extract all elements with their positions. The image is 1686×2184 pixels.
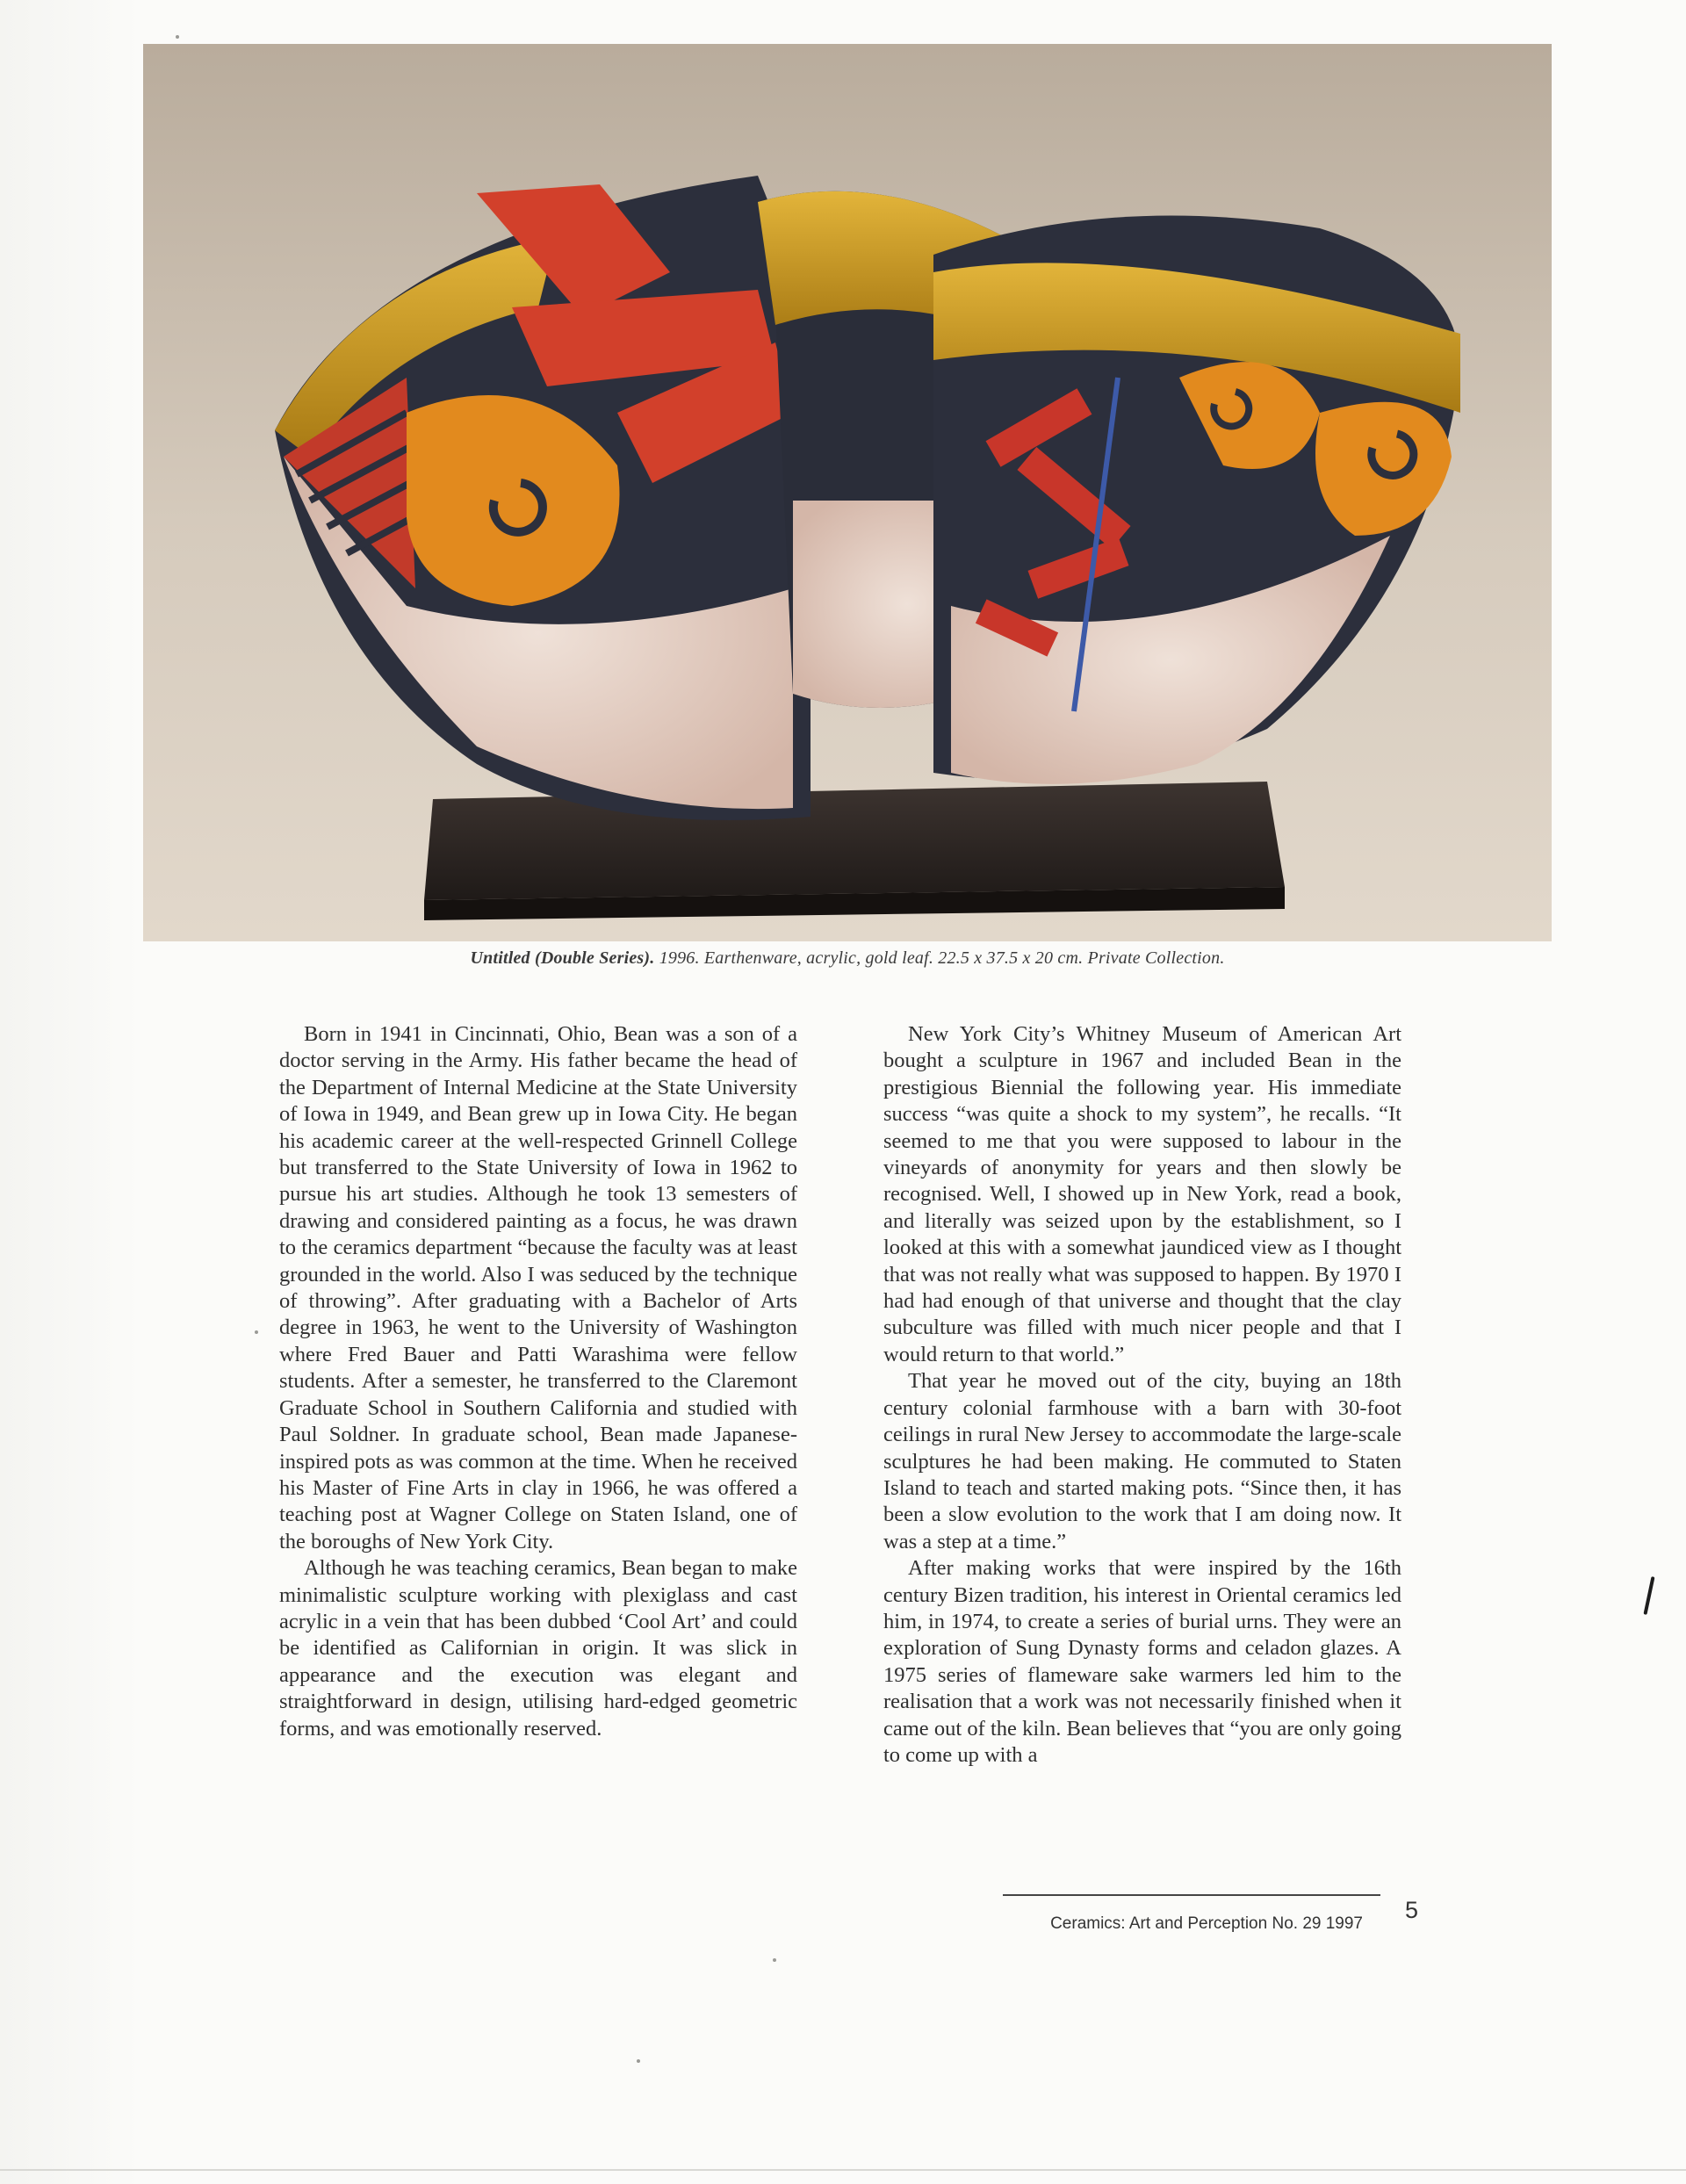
margin-pen-mark xyxy=(1643,1576,1654,1615)
photo-caption xyxy=(143,948,1552,969)
article-right-column xyxy=(883,1021,1401,1769)
paragraph: After making works that were inspired by the 16th century Bizen tradition, his interest in Oriental ceramics led him, in 1974, to create a series of burial urns. They were an exploration of Sung Dynasty forms and celadon glazes. A 1975 series of flameware sake warmers led him to the realisation that a work was not necessarily finished when it came out of the kiln. Bean believes that “you are only going to come up with a xyxy=(883,1556,1401,1767)
caption-details: 1996. Earthenware, acrylic, gold leaf. 22.5 x 37.5 x 20 cm. Private Collection. xyxy=(659,948,1225,968)
speck xyxy=(773,1958,776,1962)
paragraph: Although he was teaching ceramics, Bean began to make minimalistic sculpture working with plexiglass and cast acrylic in a vein that has been dubbed ‘Cool Art’ and could be identified as Californian in origin. It was slick in appearance and the execution was elegant and straightforward in design, utilising hard-edged geometric forms, and was emotionally reserved. xyxy=(279,1556,797,1741)
scan-shadow xyxy=(0,0,140,2184)
paragraph: That year he moved out of the city, buying an 18th century colonial farmhouse with a barn with 30-foot ceilings in rural New Jersey to accommodate the large-scale sculptures he had been making. He commuted to Staten Island to teach and started making pots. “Since then, it has been a slow evolution to the work that I am doing now. It was a step at a time.” xyxy=(883,1369,1401,1553)
footer-rule xyxy=(1003,1894,1380,1896)
page-edge xyxy=(0,2169,1686,2171)
paragraph: New York City’s Whitney Museum of American Art bought a sculpture in 1967 and included Bean in the prestigious Biennial the following year. His immediate success “was quite a shock to my system”, he recalls. “It seemed to me that you were supposed to labour in the vineyards of anonymity for years and then slowly be recognised. Well, I showed up in New York, read a book, and literally was seized upon by the establishment, so I looked at this with a somewhat jaundiced view as I thought that was not really what was supposed to happen. By 1970 I had had enough of that universe and thought that the clay subculture was filled with much nicer people and that I would return to that world.” xyxy=(883,1022,1401,1366)
speck xyxy=(637,2059,640,2063)
sculpture-illustration xyxy=(143,44,1552,941)
paragraph: Born in 1941 in Cincinnati, Ohio, Bean was a son of a doctor serving in the Army. His father became the head of the Department of Internal Medicine at the State University of Iowa in 1949, and Bean grew up in Iowa City. He began his academic career at the well-respected Grinnell College but transferred to the State University of Iowa in 1962 to pursue his art studies. Although he took 13 semesters of drawing and considered painting as a focus, he was drawn to the ceramics department “because the faculty was at least grounded in the world. Also I was seduced by the technique of throwing”. After graduating with a Bachelor of Arts degree in 1963, he went to the University of Washington where Fred Bauer and Patti Warashima were fellow students. After a semester, he transferred to the Claremont Graduate School in Southern California and studied with Paul Soldner. In graduate school, Bean made Japanese-inspired pots as was common at the time. When he received his Master of Fine Arts in clay in 1966, he was offered a teaching post at Wagner College on Staten Island, one of the boroughs of New York City. xyxy=(279,1022,797,1553)
sculpture-photo xyxy=(143,44,1552,941)
page-number: 5 xyxy=(1405,1897,1419,1923)
caption-title: Untitled (Double Series). xyxy=(470,948,655,968)
article-left-column xyxy=(279,1021,797,1742)
speck xyxy=(255,1330,258,1334)
speck xyxy=(176,35,179,39)
publication-credit: Ceramics: Art and Perception No. 29 1997 xyxy=(1050,1914,1363,1933)
